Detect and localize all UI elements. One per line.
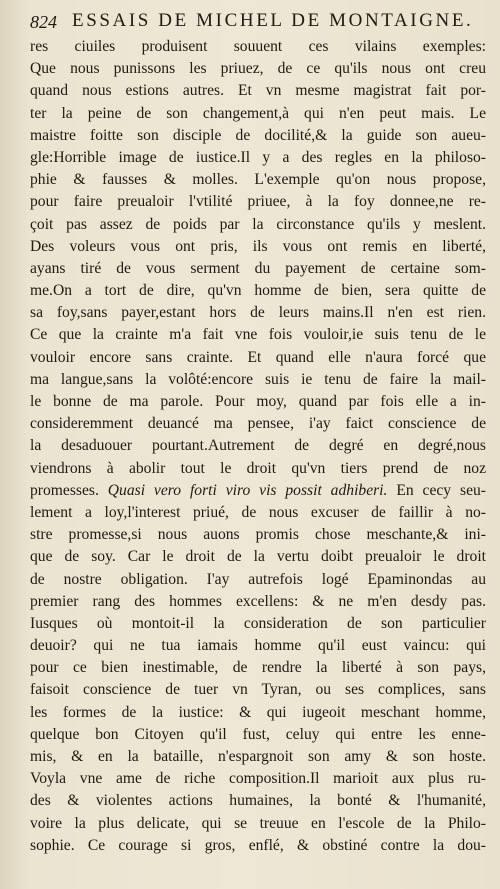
text-line: viendrons à abolir tout le droit qu'vn tiers prend de noz [30, 459, 486, 477]
text-line: sa foy,sans payer,estant hors de leurs mains.Il n'en est rien. [30, 304, 486, 322]
text-line: des & violentes actions humaines, la bonté & l'humanité, [30, 792, 486, 810]
text-line: pour faire preualoir l'vtilité priuee, à la foy donnee,ne re- [30, 193, 486, 211]
text-line: phie & fausses & molles. L'exemple qu'on nous propose, [30, 171, 486, 189]
text-line: Ce que la crainte m'a fait vne fois vouloir,ie suis tenu de le [30, 326, 486, 344]
latin-quotation: Quasi vero forti viro vis possit adhiberi. [107, 481, 388, 499]
text-line: consideremment deuancé ma pensee, i'ay faict conscience de [30, 415, 486, 433]
text-line: faisoit conscience de tuer vn Tyran, ou ses complices, sans [30, 681, 486, 699]
text-line: Iusques où montoit-il la consideration de son particulier [30, 614, 486, 632]
text-line: ayans tiré de vous serment du payement de certaine som- [30, 259, 486, 277]
text-line: les formes de la iustice: & qui iugeoit meschant homme, [30, 703, 486, 721]
running-head: ESSAIS DE MICHEL DE MONTAIGNE. [72, 10, 474, 31]
text-line: Que nous punissons les priuez, de ce qu'ils nous ont creu [30, 60, 486, 78]
page-number: 824 [30, 12, 57, 32]
body-text [30, 36, 486, 857]
text-line: la desaduouer pourtant.Autrement de degré en degré,nous [30, 437, 486, 455]
text-line: quelque bon Citoyen qu'il fust, celuy qui entre les enne- [30, 725, 486, 743]
text-line: voire la plus delicate, qui se treuue en l'escole de la Philo- [30, 814, 486, 832]
text-line: stre promesse,si nous auons promis chose meschante,& ini- [30, 526, 486, 544]
text-line: deuoir? qui ne tua iamais homme qu'il eust vaincu: qui [30, 637, 486, 655]
text-line: mis, & en la bataille, n'espargnoit son amy & son hoste. [30, 748, 486, 765]
text-line: gle:Horrible image de iustice.Il y a des regles en la philoso- [30, 148, 486, 166]
text-line: quand nous estions autres. Et vn mesme magistrat fait por- [30, 82, 486, 100]
text-line: vouloir encore sans crainte. Et quand elle n'aura forcé que [30, 348, 486, 366]
text-line: ter la peine de son changement,à qui n'en peut mais. Le [30, 104, 486, 122]
text-line: le bonne de ma parole. Pour moy, quand par fois elle a in- [30, 393, 486, 410]
text-line: maistre foitte son disciple de docilité,& la guide son aueu- [30, 126, 486, 144]
text-line: ma langue,sans la volôté:encore suis ie tenu de faire la mail- [30, 370, 486, 388]
text-line: me.On a tort de dire, qu'vn homme de bien, sera quitte de [30, 282, 486, 300]
text-line: sophie. Ce courage si gros, enflé, & obstiné contre la dou- [30, 836, 486, 854]
text-line: premier rang des hommes excellens: & ne m'en desdy pas. [30, 592, 486, 610]
text-line: res ciuiles produisent souuent ces vilains exemples: [30, 38, 486, 55]
text-line: Des voleurs vous ont pris, ils vous ont remis en liberté, [30, 237, 486, 255]
text-line: de nostre obligation. I'ay autrefois logé Epaminondas au [30, 570, 486, 588]
text-line: que de soy. Car le droit de la vertu doibt preualoir le droit [30, 548, 486, 566]
page-header [30, 8, 486, 34]
text-line: lement a loy,l'interest priué, de nous excuser de faillir à no- [30, 503, 486, 521]
text-fragment: En cecy seu- [396, 481, 486, 499]
text-fragment: promesses. [30, 481, 99, 499]
text-line: çoit pas assez de poids par la circonstance qu'ils y meslent. [30, 215, 486, 233]
text-line-with-quote [30, 480, 486, 502]
text-line: Voyla vne ame de riche composition.Il marioit aux plus ru- [30, 770, 486, 788]
text-line: pour ce bien inestimable, de rendre la liberté à son pays, [30, 659, 486, 677]
